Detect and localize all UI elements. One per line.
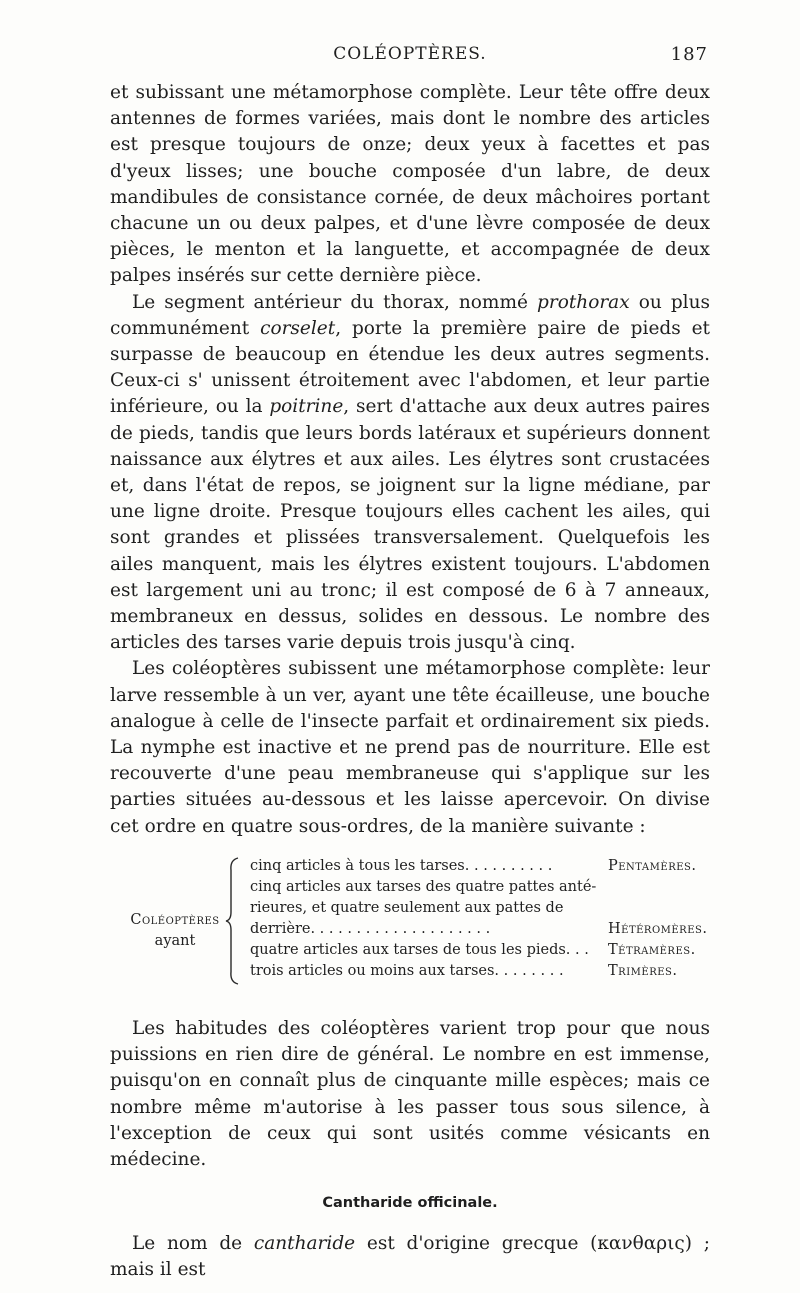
p2-text-b: ou plus communément — [110, 291, 710, 339]
paragraph-2 — [110, 290, 710, 657]
suborder-row-result: Pentamères. — [608, 857, 697, 874]
suborder-label-line1: Coléoptères — [130, 911, 220, 928]
suborder-row-result — [602, 898, 710, 919]
term-poitrine: poitrine — [269, 396, 344, 418]
term-cantharide: cantharide — [253, 1233, 356, 1255]
suborder-row — [250, 940, 710, 961]
suborder-label-line2: ayant — [154, 932, 196, 949]
suborder-row — [250, 877, 710, 898]
p2-text-c: , porte la première paire de pieds et surpasse de beaucoup en étendue les deux autres segments. Ceux-ci s' unissent étroitement avec l'abdomen, et leur partie inférieure, ou la — [110, 317, 710, 418]
suborder-row-desc: trois articles ou moins aux tarses. . . . . . . . — [250, 962, 564, 979]
suborder-row-result: Hétéromères. — [608, 920, 708, 937]
term-corselet: corselet — [260, 317, 336, 339]
term-prothorax: prothorax — [537, 291, 630, 313]
paragraph-4: Les habitudes des coléoptères varient trop pour que nous puissions en rien dire de général. Le nombre en est immense, puisqu'on en connaît plus de cinquante mille espèces; mais ce nombre même m'autorise à les passer tous sous silence, à l'exception de ceux qui sont usités comme vésicants en médecine. — [110, 1017, 710, 1170]
suborder-row — [250, 919, 710, 940]
suborder-row-result: Tétramères. — [608, 941, 696, 958]
p5-text-a: Le nom de — [132, 1233, 254, 1255]
suborder-row-desc: rieures, et quatre seulement aux pattes de — [250, 899, 564, 916]
suborder-row-desc: cinq articles aux tarses des quatre pattes anté- — [250, 878, 597, 895]
suborder-row-desc: derrière. . . . . . . . . . . . . . . . . . . . — [250, 920, 491, 937]
suborder-label — [120, 910, 230, 952]
suborder-table — [110, 856, 710, 996]
suborder-row-desc: cinq articles à tous les tarses. . . . . . . . . . — [250, 857, 553, 874]
p5-text-b: est d'origine grecque (κανθαρις) ; mais il est — [110, 1233, 710, 1281]
page-number: 187 — [670, 44, 708, 65]
suborder-row-desc: quatre articles aux tarses de tous les pieds. . . — [250, 941, 589, 958]
section-heading: Cantharide officinale. — [322, 1195, 498, 1212]
curly-brace-icon — [224, 856, 244, 986]
paragraph-1: et subissant une métamorphose complète. Leur tête offre deux antennes de formes variées, mais dont le nombre des articles est presque toujours de onze; deux yeux à facettes et pas d'yeux lisses; une bouche composée d'un labre, de deux mandibules de consistance cornée, de deux mâchoires portant chacune un ou deux palpes, et d'une lèvre composée de deux pièces, le menton et la languette, et accompagnée de deux palpes insérés sur cette dernière pièce. — [110, 82, 710, 287]
paragraph-5 — [110, 1231, 710, 1283]
p2-text-d: , sert d'attache aux deux autres paires de pieds, tandis que leurs bords latéraux et supérieurs donnent naissance aux élytres et aux ailes. Les élytres sont crustacées et, dans l'état de repos, se joignent sur la ligne médiane, par une ligne droite. Presque toujours elles cachent les ailes, qui sont grandes et plissées transversalement. Quelquefois les ailes manquent, mais les élytres existent toujours. L'abdomen est largement uni au tronc; il est composé de 6 à 7 anneaux, membraneux en dessus, solides en dessous. Le nombre des articles des tarses varie depuis trois jusqu'à cinq. — [110, 396, 710, 654]
document-page — [110, 44, 710, 1284]
suborder-row-result — [602, 877, 710, 898]
running-head — [110, 44, 710, 80]
suborder-row — [250, 856, 710, 877]
paragraph-3: Les coléoptères subissent une métamorphose complète: leur larve ressemble à un ver, ayant une tête écailleuse, une bouche analogue à celle de l'insecte parfait et ordinairement six pieds. La nymphe est inactive et ne prend pas de nourriture. Elle est recouverte d'une peau membraneuse qui s'applique sur les parties situées au-dessous et les laisse apercevoir. On divise cet ordre en quatre sous-ordres, de la manière suivante : — [110, 658, 710, 837]
suborder-row — [250, 961, 710, 982]
suborder-row-result: Trimères. — [608, 962, 678, 979]
running-title: COLÉOPTÈRES. — [333, 44, 487, 64]
suborder-row — [250, 898, 710, 919]
suborder-rows — [250, 856, 710, 982]
p2-text-a: Le segment antérieur du thorax, nommé — [132, 291, 538, 313]
